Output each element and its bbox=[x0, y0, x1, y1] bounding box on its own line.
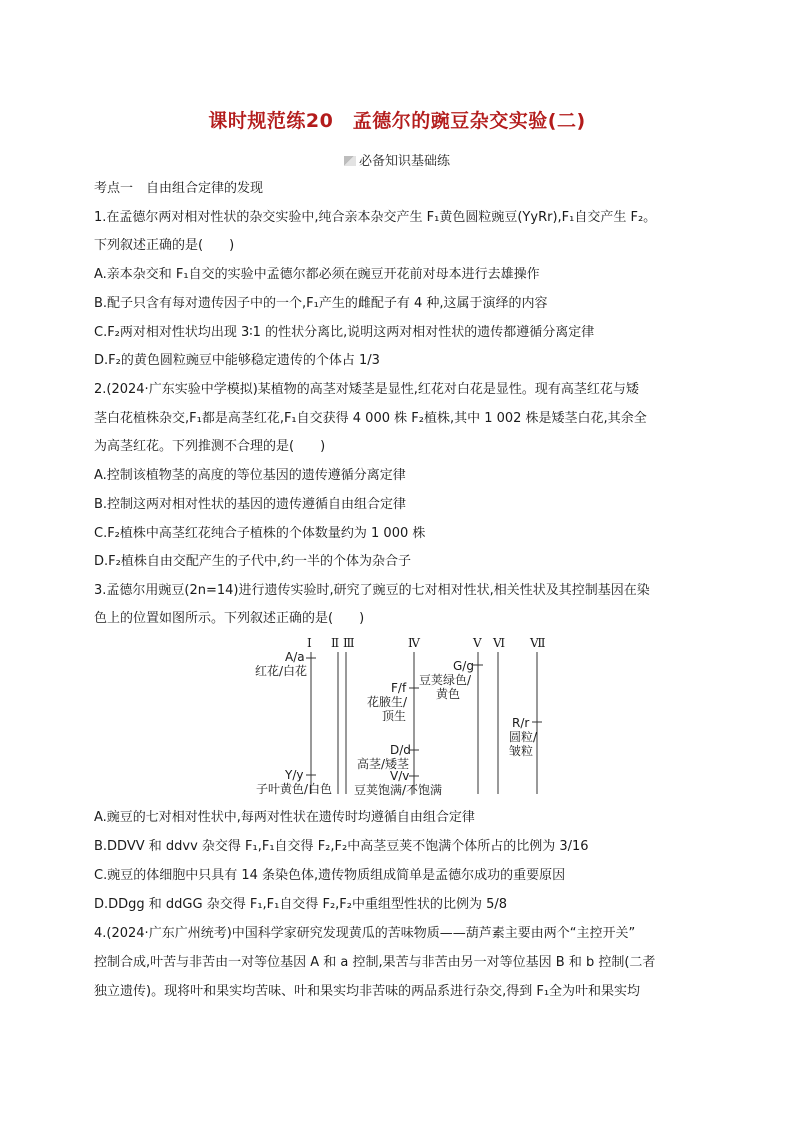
gene-yy-trait: 子叶黄色/白色 bbox=[256, 782, 333, 796]
q4-stem-line3: 独立遗传)。现将叶和果实均苦味、叶和果实均非苦味的两品系进行杂交,得到 F₁全为叶和果实均 bbox=[94, 984, 641, 999]
chromosome-1-label: Ⅰ bbox=[307, 636, 312, 650]
q3-stem-line2: 色上的位置如图所示。下列叙述正确的是( ) bbox=[94, 611, 365, 626]
q2-stem-line2: 茎白花植株杂交,F₁都是高茎红花,F₁自交获得 4 000 株 F₂植株,其中 1 002 株是矮茎白花,其余全 bbox=[94, 411, 647, 426]
chromosome-6-label: Ⅵ bbox=[493, 636, 506, 650]
q1-option-a: A.亲本杂交和 F₁自交的实验中孟德尔都必须在豌豆开花前对母本进行去雄操作 bbox=[94, 267, 540, 282]
q3-option-b: B.DDVV 和 ddvv 杂交得 F₁,F₁自交得 F₂,F₂中高茎豆荚不饱满个体所占的比例为 3/16 bbox=[94, 839, 589, 854]
q2-stem-line3: 为高茎红花。下列推测不合理的是( ) bbox=[94, 439, 326, 454]
q2-option-d: D.F₂植株自由交配产生的子代中,约一半的个体为杂合子 bbox=[94, 554, 411, 569]
q4-stem-line2: 控制合成,叶苦与非苦由一对等位基因 A 和 a 控制,果苦与非苦由另一对等位基因 B 和 b 控制(二者 bbox=[94, 955, 656, 970]
chromosome-4-label: Ⅳ bbox=[408, 636, 420, 650]
gene-gg-label: G/g bbox=[453, 659, 474, 673]
q1-option-c: C.F₂两对相对性状均出现 3∶1 的性状分离比,说明这两对相对性状的遗传都遵循分离定律 bbox=[94, 325, 595, 340]
gene-rr-label: R/r bbox=[512, 716, 530, 730]
q3-option-c: C.豌豆的体细胞中只具有 14 条染色体,遗传物质组成简单是孟德尔成功的重要原因 bbox=[94, 868, 566, 883]
section-marker-icon bbox=[344, 156, 356, 166]
gene-aa-trait: 红花/白花 bbox=[255, 664, 308, 678]
q1-option-d: D.F₂的黄色圆粒豌豆中能够稳定遗传的个体占 1/3 bbox=[94, 353, 380, 368]
gene-rr-trait-1: 圆粒/ bbox=[509, 730, 538, 744]
gene-vv-trait: 豆荚饱满/不饱满 bbox=[354, 783, 443, 797]
gene-vv-label: V/v bbox=[390, 769, 410, 783]
chromosome-2-label: Ⅱ bbox=[331, 636, 340, 650]
gene-gg-trait-2: 黄色 bbox=[436, 687, 461, 701]
topic-heading: 考点一 自由组合定律的发现 bbox=[94, 181, 264, 196]
page-title: 课时规范练20 孟德尔的豌豆杂交实验(二) bbox=[208, 110, 586, 132]
q1-stem-line1: 1.在孟德尔两对相对性状的杂交实验中,纯合亲本杂交产生 F₁黄色圆粒豌豆(YyRr),F₁自交产生 F₂。 bbox=[94, 210, 657, 225]
chromosome-3-label: Ⅲ bbox=[343, 636, 355, 650]
q3-stem-line1: 3.孟德尔用豌豆(2n=14)进行遗传实验时,研究了豌豆的七对相对性状,相关性状及其控制基因在染 bbox=[94, 583, 650, 598]
q3-option-d: D.DDgg 和 ddGG 杂交得 F₁,F₁自交得 F₂,F₂中重组型性状的比例为 5/8 bbox=[94, 897, 508, 912]
gene-gg-trait-1: 豆荚绿色/ bbox=[419, 673, 472, 687]
chromosome-7-label: Ⅶ bbox=[530, 636, 546, 650]
gene-ff-trait-2: 顶生 bbox=[382, 709, 407, 723]
q2-option-b: B.控制这两对相对性状的基因的遗传遵循自由组合定律 bbox=[94, 497, 407, 512]
q2-stem-line1: 2.(2024·广东实验中学模拟)某植物的高茎对矮茎是显性,红花对白花是显性。现有高茎红花与矮 bbox=[94, 382, 639, 397]
q1-option-b: B.配子只含有每对遗传因子中的一个,F₁产生的雌配子有 4 种,这属于演绎的内容 bbox=[94, 296, 548, 311]
q1-stem-line2: 下列叙述正确的是( ) bbox=[94, 238, 235, 253]
gene-ff-trait-1: 花腋生/ bbox=[367, 695, 408, 709]
gene-yy-label: Y/y bbox=[285, 768, 304, 782]
q2-option-a: A.控制该植物茎的高度的等位基因的遗传遵循分离定律 bbox=[94, 468, 406, 483]
q2-option-c: C.F₂植株中高茎红花纯合子植株的个体数量约为 1 000 株 bbox=[94, 526, 426, 541]
section-heading bbox=[0, 150, 794, 169]
gene-dd-trait: 高茎/矮茎 bbox=[357, 757, 410, 771]
gene-ff-label: F/f bbox=[391, 681, 407, 695]
q4-stem-line1: 4.(2024·广东广州统考)中国科学家研究发现黄瓜的苦味物质——葫芦素主要由两个“主控开关” bbox=[94, 926, 636, 941]
gene-aa-label: A/a bbox=[285, 650, 305, 664]
gene-rr-trait-2: 皱粒 bbox=[509, 744, 534, 758]
section-label: 必备知识基础练 bbox=[358, 154, 450, 169]
chromosome-5-label: Ⅴ bbox=[473, 636, 482, 650]
gene-dd-label: D/d bbox=[390, 743, 411, 757]
q3-option-a: A.豌豆的七对相对性状中,每两对性状在遗传时均遵循自由组合定律 bbox=[94, 810, 475, 825]
